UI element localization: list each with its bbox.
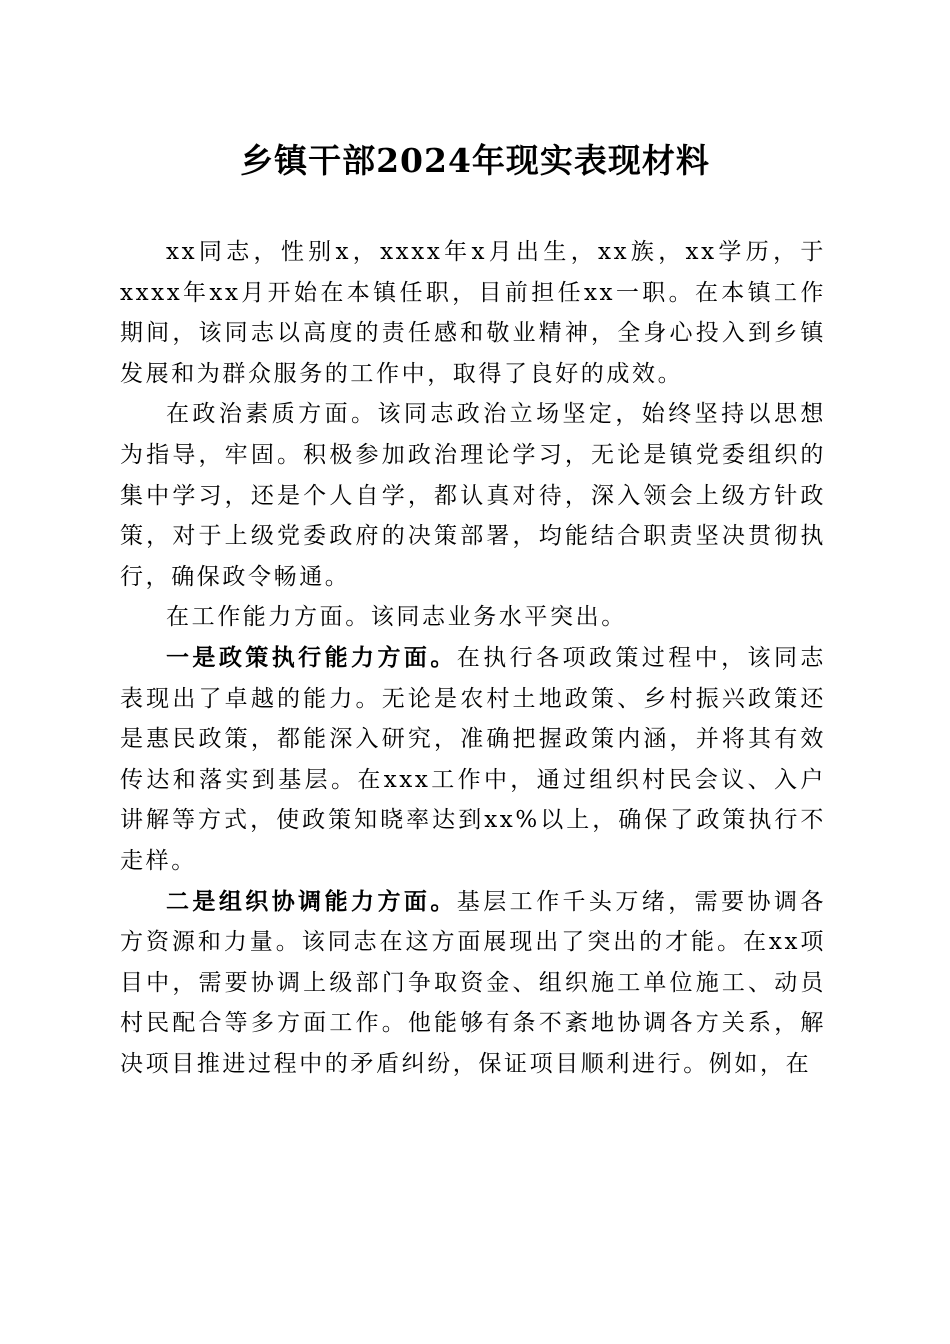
paragraph-political-quality: [120, 394, 826, 597]
paragraph-text: 在政治素质方面。该同志政治立场坚定，始终坚持以思想为指导，牢固。积极参加政治理论学习，无论是镇党委组织的集中学习，还是个人自学，都认真对待，深入领会上级方针政策，对于上级党委政府的决策部署，均能结合职责坚决贯彻执行，确保政令畅通。: [120, 401, 826, 590]
paragraph-intro: [120, 232, 826, 394]
paragraph-coordination: [120, 882, 826, 1085]
paragraph-text: 在工作能力方面。该同志业务水平突出。: [166, 604, 627, 631]
paragraph-text: xx同志，性别x，xxxx年x月出生，xx族，xx学历，于xxxx年xx月开始在本镇任职，目前担任xx一职。在本镇工作期间，该同志以高度的责任感和敬业精神，全身心投入到乡镇发展和为群众服务的工作中，取得了良好的成效。: [120, 239, 826, 387]
document-title: 乡镇干部2024年现实表现材料: [240, 141, 710, 180]
paragraph-text: 在执行各项政策过程中，该同志表现出了卓越的能力。无论是农村土地政策、乡村振兴政策还是惠民政策，都能深入研究，准确把握政策内涵，并将其有效传达和落实到基层。在xxx工作中，通过组织村民会议、入户讲解等方式，使政策知晓率达到xx%以上，确保了政策执行不走样。: [120, 644, 826, 874]
paragraph-lead: 二是组织协调能力方面。: [166, 887, 457, 915]
paragraph-policy-execution: [120, 638, 826, 882]
paragraph-text: 基层工作千头万绪，需要协调各方资源和力量。该同志在这方面展现出了突出的才能。在xx项目中，需要协调上级部门争取资金、组织施工单位施工、动员村民配合等多方面工作。他能够有条不紊地协调各方关系，解决项目推进过程中的矛盾纠纷，保证项目顺利进行。例如，在: [120, 888, 826, 1077]
paragraph-lead: 一是政策执行能力方面。: [166, 643, 457, 671]
paragraph-work-ability: [120, 597, 826, 638]
document-body: [120, 232, 826, 1084]
